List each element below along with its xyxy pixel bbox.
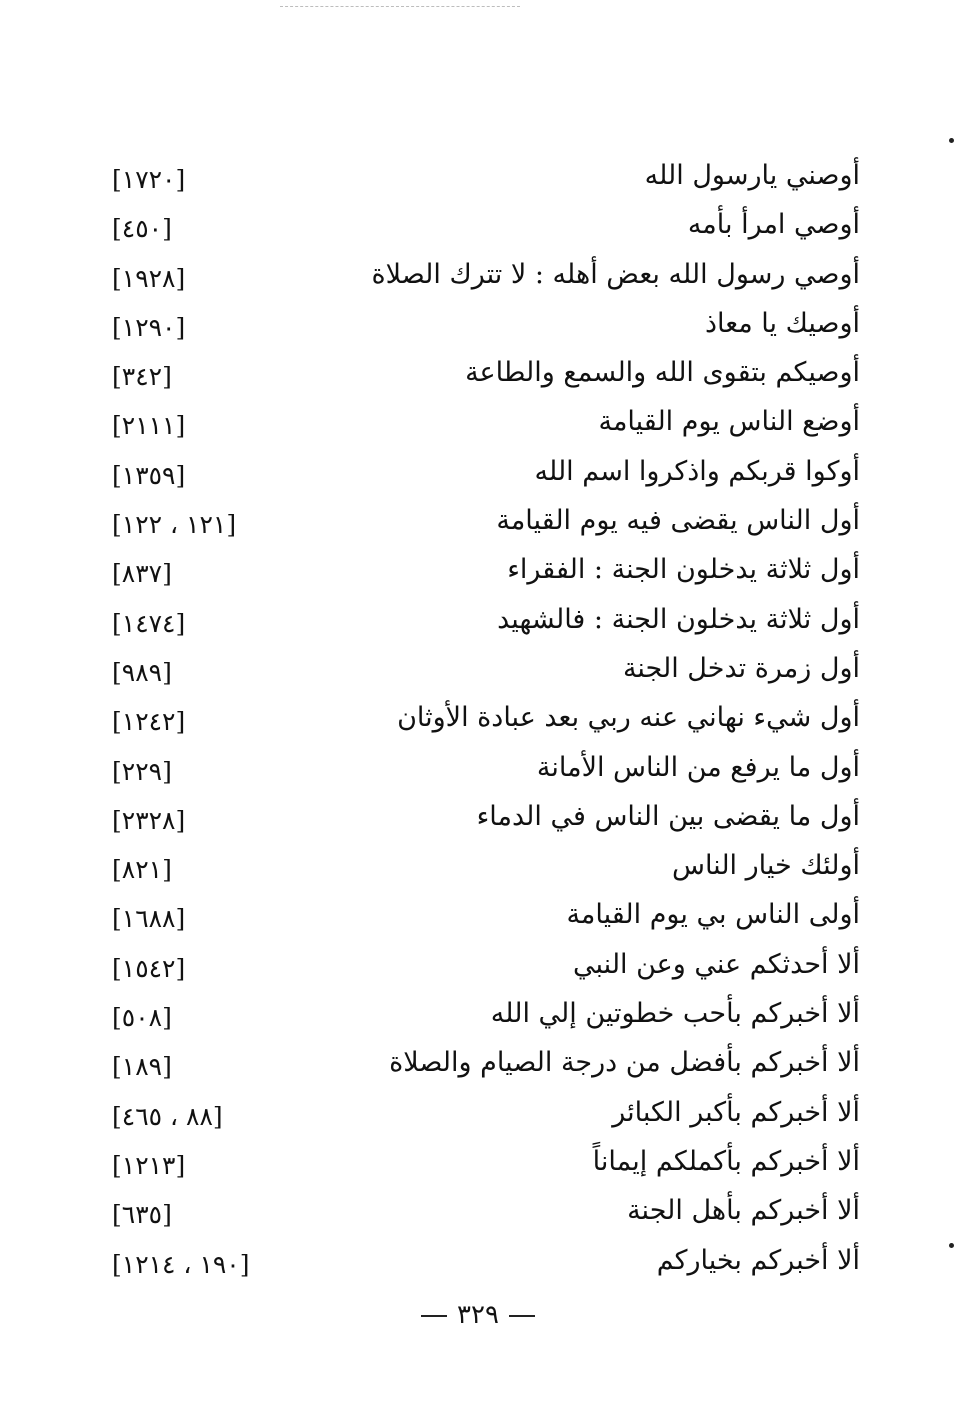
entry-reference: [٢٢٩] [112, 756, 172, 786]
page-number: ٣٢٩ [457, 1300, 499, 1330]
index-entry [0, 1089, 956, 1138]
top-decorative-rule [280, 6, 520, 9]
entry-reference: [٩٨٩] [112, 657, 172, 687]
margin-dot [949, 138, 954, 143]
index-entry [0, 152, 956, 201]
entry-phrase: أولئك خيار الناس [672, 850, 860, 882]
entry-phrase: أول ما يرفع من الناس الأمانة [536, 751, 860, 783]
entry-reference: [٢١١١] [112, 411, 186, 441]
entry-reference: [٦٣٥] [112, 1200, 172, 1230]
entry-reference: [٢٣٢٨] [112, 805, 186, 835]
entry-reference: [١٩٢٨] [112, 263, 186, 293]
entry-reference: [١٨٩] [112, 1052, 172, 1082]
index-entry [0, 793, 956, 842]
index-entry [0, 1138, 956, 1187]
index-entry [0, 300, 956, 349]
index-entry [0, 546, 956, 595]
index-entry [0, 744, 956, 793]
entry-phrase: أوكوا قربكم واذكروا اسم الله [534, 455, 860, 487]
entry-phrase: ألا أخبركم بأفضل من درجة الصيام والصلاة [389, 1047, 860, 1079]
entry-reference: [١٢١٣] [112, 1150, 186, 1180]
entry-reference: [١٢٤٢] [112, 707, 186, 737]
index-entry [0, 398, 956, 447]
entry-phrase: أول ما يقضى بين الناس في الدماء [476, 800, 860, 832]
index-entry [0, 349, 956, 398]
index-entry [0, 251, 956, 300]
entry-reference: [١٦٨٨] [112, 904, 186, 934]
index-entry [0, 990, 956, 1039]
entry-phrase: أوضع الناس يوم القيامة [598, 406, 860, 438]
entry-phrase: أوصيك يا معاذ [704, 307, 860, 339]
entry-reference: [١٣٥٩] [112, 460, 186, 490]
index-entry [0, 645, 956, 694]
entry-phrase: أول زمرة تدخل الجنة [622, 652, 860, 684]
entry-reference: [٤٥٠] [112, 214, 172, 244]
index-entry [0, 448, 956, 497]
index-entry [0, 941, 956, 990]
entry-phrase: ألا أخبركم بخياركم [656, 1244, 860, 1276]
entry-phrase: ألا أخبركم بأكملكم إيماناً [592, 1145, 860, 1177]
entry-reference: [١٢١ ، ١٢٢] [112, 510, 237, 540]
entry-reference: [١٢٩٠] [112, 312, 186, 342]
page-number-footer [0, 1300, 956, 1330]
index-entry [0, 596, 956, 645]
entry-reference: [١٥٤٢] [112, 953, 186, 983]
entry-phrase: ألا أخبركم بأهل الجنة [627, 1195, 860, 1227]
entry-phrase: ألا أخبركم بأكبر الكبائر [612, 1096, 860, 1128]
entry-reference: [١٩٠ ، ١٢١٤] [112, 1249, 250, 1279]
entry-phrase: أول ثلاثة يدخلون الجنة : فالشهيد [497, 603, 860, 635]
entry-phrase: أوصي رسول الله بعض أهله : لا تترك الصلاة [371, 258, 860, 290]
entry-phrase: ألا أحدثكم عني وعن النبي [573, 948, 860, 980]
entry-reference: [٣٤٢] [112, 362, 172, 392]
index-entry [0, 201, 956, 250]
entry-phrase: أول شيء نهاني عنه ربي بعد عبادة الأوثان [397, 702, 860, 734]
entry-phrase: أولى الناس بي يوم القيامة [566, 899, 860, 931]
entry-reference: [١٧٢٠] [112, 165, 186, 194]
entry-reference: [٥٠٨] [112, 1003, 172, 1033]
index-entry [0, 1237, 956, 1286]
entry-phrase: أوصي امرأ بأمه [687, 209, 860, 241]
footer-dash [421, 1315, 447, 1317]
entry-phrase: أول الناس يقضى فيه يوم القيامة [496, 505, 860, 537]
index-entry [0, 1039, 956, 1088]
index-entry [0, 497, 956, 546]
index-entry [0, 1187, 956, 1236]
index-entry [0, 842, 956, 891]
index-entry [0, 694, 956, 743]
index-entry [0, 891, 956, 940]
entry-phrase: أول ثلاثة يدخلون الجنة : الفقراء [507, 554, 860, 586]
entry-reference: [١٤٧٤] [112, 608, 186, 638]
entry-reference: [٨٨ ، ٤٦٥] [112, 1101, 223, 1131]
entry-phrase: أوصيكم بتقوى الله والسمع والطاعة [465, 357, 860, 389]
entry-reference: [٨٣٧] [112, 559, 172, 589]
entry-phrase: أوصني يارسول الله [644, 160, 860, 191]
footer-dash [509, 1315, 535, 1317]
entry-phrase: ألا أخبركم بأحب خطوتين إلي الله [490, 998, 860, 1030]
index-entries [0, 152, 956, 1286]
entry-reference: [٨٢١] [112, 855, 172, 885]
